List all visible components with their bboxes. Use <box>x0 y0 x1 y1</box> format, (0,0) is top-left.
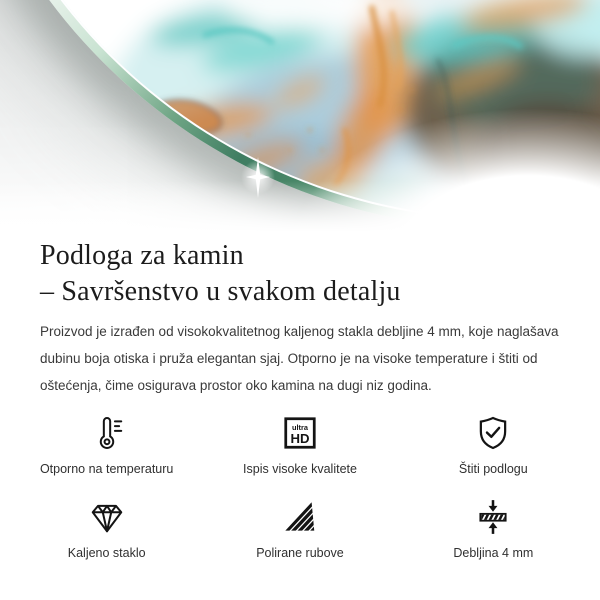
product-description: Proizvod je izrađen od visokokvalitetnog kaljenog stakla debljine 4 mm, koje naglašava dubinu boja otiska i pruža elegantan sjaj. Otporno je na visoke temperature i štiti od oštećenja, čime osigurava prostor oko kamina na dugi niz godina. <box>40 324 559 393</box>
glass-disc <box>0 0 600 220</box>
features-grid <box>0 414 600 561</box>
marble-pattern <box>0 0 600 220</box>
diamond-icon <box>88 498 126 536</box>
feature-protects <box>397 414 590 477</box>
svg-text:ultra: ultra <box>291 422 308 432</box>
feature-label: Otporno na temperaturu <box>39 462 174 476</box>
feature-label: Štiti podlogu <box>458 462 528 476</box>
feature-label: Kaljeno staklo <box>67 546 146 560</box>
feature-print-quality <box>203 414 396 477</box>
shield-check-icon <box>474 414 512 452</box>
title-line-2: – Savršenstvo u svakom detalju <box>40 276 401 307</box>
title-line-1: Podloga za kamin <box>40 240 244 271</box>
marble-artwork <box>0 0 600 220</box>
feature-label: Debljina 4 mm <box>453 546 534 560</box>
feature-label: Polirane rubove <box>256 546 344 560</box>
page-title <box>40 238 560 310</box>
feature-temperature <box>10 414 203 477</box>
ultra-hd-icon <box>281 414 319 452</box>
thermometer-icon <box>88 414 126 452</box>
feature-tempered-glass <box>10 498 203 561</box>
feature-label: Ispis visoke kvalitete <box>243 462 357 476</box>
thickness-icon <box>474 498 512 536</box>
feature-polished-edges <box>203 498 396 561</box>
hero-image <box>0 0 600 232</box>
feature-thickness <box>397 498 590 561</box>
svg-text:HD: HD <box>290 431 310 447</box>
polished-edges-icon <box>281 498 319 536</box>
